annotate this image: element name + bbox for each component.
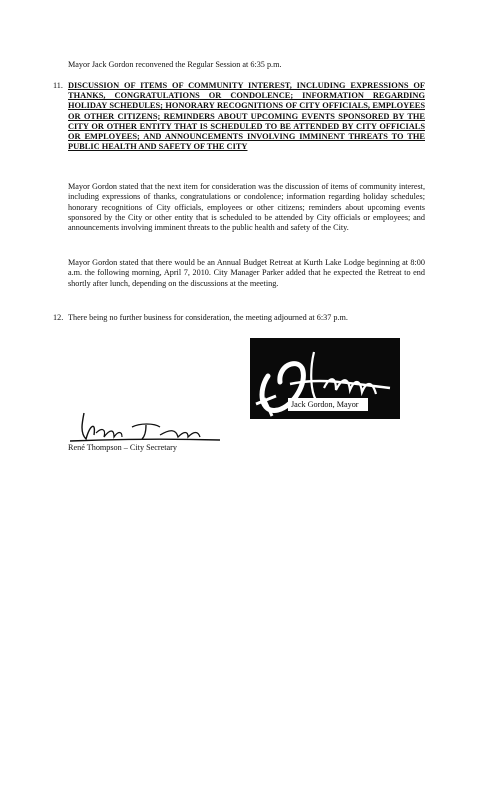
item-11-heading: DISCUSSION OF ITEMS OF COMMUNITY INTEREST, INCLUDING EXPRESSIONS OF THANKS, CONGRATULATIONS OR CONDOLENCE; INFORMATION REGARDING HOLIDAY SCHEDULES; HONORARY RECOGNITIONS OF CITY OFFICIALS, EMPLOYEES OR OTHER CITIZENS; REMINDERS ABOUT UPCOMING EVENTS SPONSORED BY THE CITY OR OTHER ENTITY THAT IS SCHEDULED TO BE ATTENDED BY CITY OFFICIALS OR EMPLOYEES; AND ANNOUNCEMENTS INVOLVING IMMINENT THREATS TO THE PUBLIC HEALTH AND SAFETY OF THE CITY [68, 81, 425, 152]
item-11-paragraph-1: Mayor Gordon stated that the next item for consideration was the discussion of items of community interest, including expressions of thanks, congratulations or condolence; information regarding holiday schedules; honorary recognitions of City officials, employees or other citizens; reminders about upcoming events sponsored by the City or other entity that is scheduled to be attended by City officials or employees; and announcements involving imminent threats to the public health and safety of the City. [68, 182, 425, 233]
item-12-number: 12. [53, 313, 64, 322]
item-11-number: 11. [53, 81, 63, 90]
secretary-signature-caption: René Thompson – City Secretary [68, 443, 177, 452]
item-12-text: There being no further business for consideration, the meeting adjourned at 6:37 p.m. [68, 313, 348, 322]
item-11-paragraph-2: Mayor Gordon stated that there would be an Annual Budget Retreat at Kurth Lake Lodge beginning at 8:00 a.m. the following morning, April 7, 2010. City Manager Parker added that he expected the Retreat to end shortly after lunch, depending on the discussions at the meeting. [68, 258, 425, 288]
mayor-signature-caption: Jack Gordon, Mayor [291, 400, 359, 409]
reconvene-statement: Mayor Jack Gordon reconvened the Regular Session at 6:35 p.m. [68, 60, 282, 69]
